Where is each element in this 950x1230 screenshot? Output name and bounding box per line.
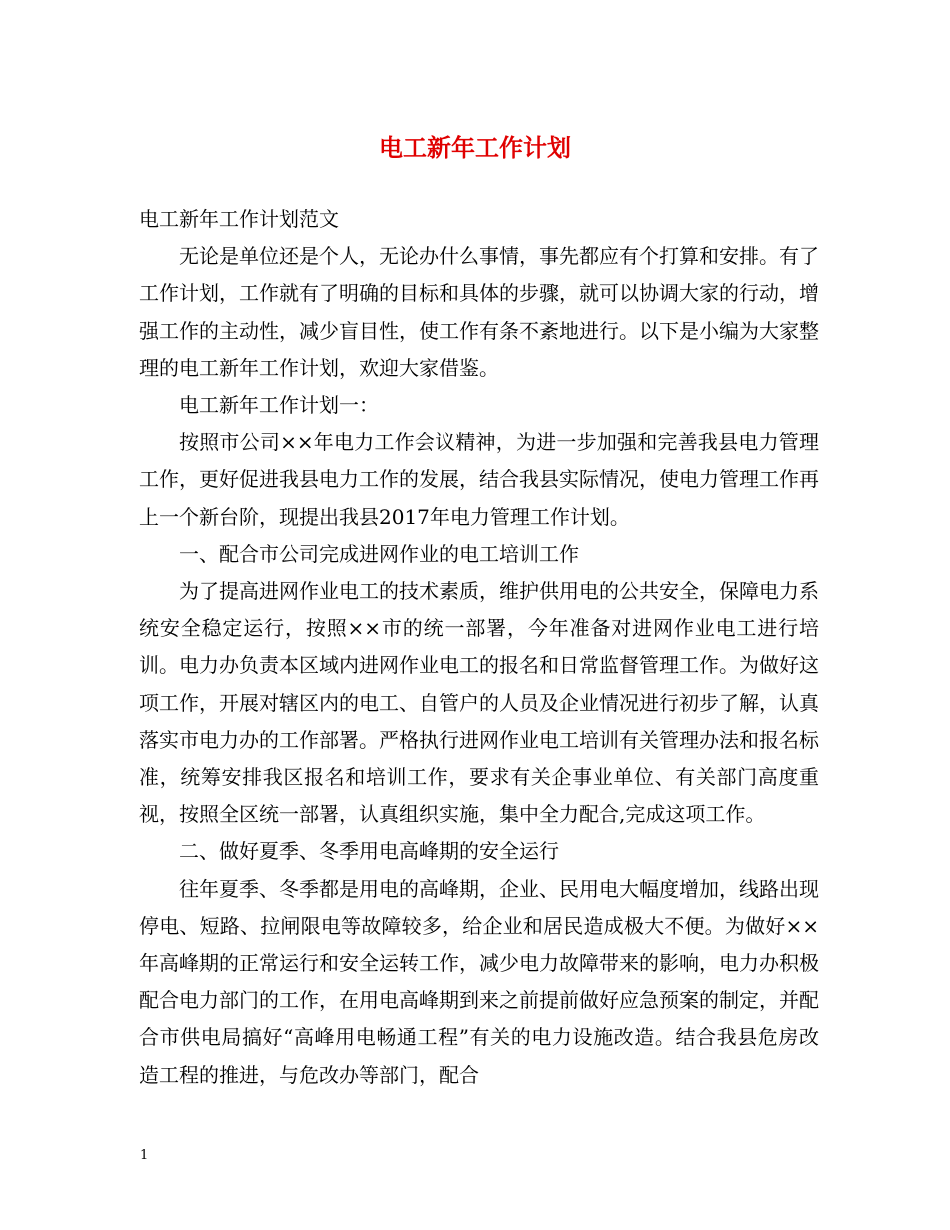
section-heading: 一、配合市公司完成进网作业的电工培训工作	[179, 541, 579, 566]
body-paragraph: 往年夏季、冬季都是用电的高峰期，企业、民用电大幅度增加，线路出现停电、短路、拉闸限电等故障较多，给企业和居民造成极大不便。为做好××年高峰期的正常运行和安全运转工作，减少电力故障带来的影响，电力办积极配合电力部门的工作，在用电高峰期到来之前提前做好应急预案的制定，并配合市供电局搞好“高峰用电畅通工程”有关的电力设施改造。结合我县危房改造工程的推进，与危改办等部门，配合	[139, 876, 819, 1087]
body-paragraph: 为了提高进网作业电工的技术素质，维护供用电的公共安全，保障电力系统安全稳定运行，按照××市的统一部署，今年准备对进网作业电工进行培训。电力办负责本区域内进网作业电工的报名和日常监督管理工作。为做好这项工作，开展对辖区内的电工、自管户的人员及企业情况进行初步了解，认真落实市电力办的工作部署。严格执行进网作业电工培训有关管理办法和报名标准，统筹安排我区报名和培训工作，要求有关企事业单位、有关部门高度重视，按照全区统一部署，认真组织实施，集中全力配合,完成这项工作。	[139, 579, 819, 827]
section-heading: 二、做好夏季、冬季用电高峰期的安全运行	[179, 839, 559, 864]
page-number: 1	[140, 1148, 149, 1163]
section-heading-plan-one: 电工新年工作计划一：	[179, 393, 379, 418]
subtitle-paragraph: 电工新年工作计划范文	[139, 207, 339, 231]
document-body	[139, 201, 819, 1094]
body-paragraph: 按照市公司××年电力工作会议精神，为进一步加强和完善我县电力管理工作，更好促进我县电力工作的发展，结合我县实际情况，使电力管理工作再上一个新台阶，现提出我县2017年电力管理工作计划。	[139, 430, 819, 529]
document-title: 电工新年工作计划	[379, 133, 571, 162]
intro-paragraph: 无论是单位还是个人，无论办什么事情，事先都应有个打算和安排。有了工作计划，工作就有了明确的目标和具体的步骤，就可以协调大家的行动，增强工作的主动性，减少盲目性，使工作有条不紊地进行。以下是小编为大家整理的电工新年工作计划，欢迎大家借鉴。	[139, 244, 819, 380]
